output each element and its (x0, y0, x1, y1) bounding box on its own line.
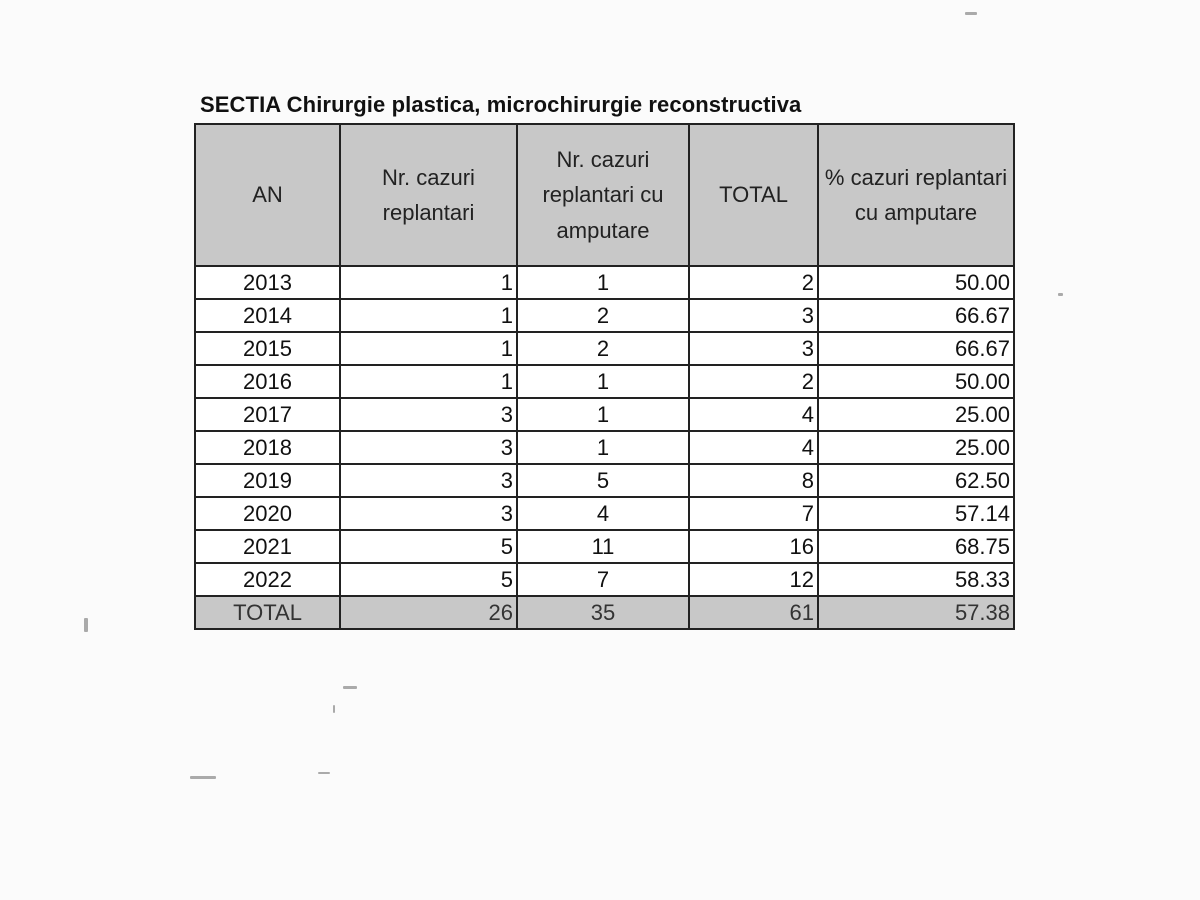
table-row (195, 497, 1014, 530)
replantations-amputation-cell: 1 (517, 431, 689, 464)
replantations-amputation-cell: 1 (517, 398, 689, 431)
table-row (195, 563, 1014, 596)
replantations-amputation-cell: 1 (517, 266, 689, 299)
percent-cell: 50.00 (818, 365, 1014, 398)
scan-speck (318, 772, 330, 774)
replantations-cell: 3 (340, 431, 517, 464)
total-cell: 7 (689, 497, 818, 530)
total-cell: 2 (689, 365, 818, 398)
scan-speck (965, 12, 977, 15)
table-row (195, 464, 1014, 497)
replantations-cell: 5 (340, 530, 517, 563)
replantations-amputation-cell: 1 (517, 365, 689, 398)
total-cell: 4 (689, 431, 818, 464)
scan-speck (84, 618, 88, 632)
total-percent-cell: 57.38 (818, 596, 1014, 629)
replantations-cell: 3 (340, 398, 517, 431)
replantation-table (194, 123, 1015, 630)
total-cell: 8 (689, 464, 818, 497)
percent-cell: 68.75 (818, 530, 1014, 563)
table-row (195, 299, 1014, 332)
year-cell: 2013 (195, 266, 340, 299)
total-cell: 12 (689, 563, 818, 596)
table-total-row (195, 596, 1014, 629)
replantations-cell: 1 (340, 299, 517, 332)
year-cell: 2022 (195, 563, 340, 596)
scan-speck (333, 705, 335, 713)
percent-cell: 66.67 (818, 332, 1014, 365)
replantations-amputation-cell: 2 (517, 299, 689, 332)
year-cell: 2016 (195, 365, 340, 398)
document-title: SECTIA Chirurgie plastica, microchirurgie reconstructiva (200, 92, 802, 117)
replantations-amputation-cell: 11 (517, 530, 689, 563)
percent-cell: 25.00 (818, 398, 1014, 431)
percent-cell: 62.50 (818, 464, 1014, 497)
column-header-year: AN (195, 124, 340, 266)
year-cell: 2021 (195, 530, 340, 563)
total-label-cell: TOTAL (195, 596, 340, 629)
percent-cell: 25.00 (818, 431, 1014, 464)
replantations-amputation-cell: 2 (517, 332, 689, 365)
table-header-row (195, 124, 1014, 266)
year-cell: 2019 (195, 464, 340, 497)
column-header-replantations-amputation: Nr. cazuri replantari cu amputare (517, 124, 689, 266)
year-cell: 2018 (195, 431, 340, 464)
percent-cell: 66.67 (818, 299, 1014, 332)
replantations-amputation-cell: 4 (517, 497, 689, 530)
grand-total-cell: 61 (689, 596, 818, 629)
replantations-cell: 1 (340, 365, 517, 398)
scan-speck (1058, 293, 1063, 296)
year-cell: 2014 (195, 299, 340, 332)
percent-cell: 58.33 (818, 563, 1014, 596)
scan-speck (343, 686, 357, 689)
table-row (195, 365, 1014, 398)
replantations-cell: 1 (340, 332, 517, 365)
percent-cell: 50.00 (818, 266, 1014, 299)
total-cell: 16 (689, 530, 818, 563)
column-header-percent-amputation: % cazuri replantari cu amputare (818, 124, 1014, 266)
percent-cell: 57.14 (818, 497, 1014, 530)
replantations-cell: 3 (340, 497, 517, 530)
replantations-cell: 1 (340, 266, 517, 299)
table-row (195, 332, 1014, 365)
total-cell: 4 (689, 398, 818, 431)
replantations-cell: 5 (340, 563, 517, 596)
table-row (195, 431, 1014, 464)
year-cell: 2020 (195, 497, 340, 530)
replantations-amputation-cell: 5 (517, 464, 689, 497)
table-row (195, 398, 1014, 431)
total-cell: 3 (689, 299, 818, 332)
table-row (195, 266, 1014, 299)
year-cell: 2017 (195, 398, 340, 431)
table-row (195, 530, 1014, 563)
year-cell: 2015 (195, 332, 340, 365)
column-header-total: TOTAL (689, 124, 818, 266)
total-replantations-cell: 26 (340, 596, 517, 629)
total-cell: 3 (689, 332, 818, 365)
column-header-replantations: Nr. cazuri replantari (340, 124, 517, 266)
total-replantations-amputation-cell: 35 (517, 596, 689, 629)
total-cell: 2 (689, 266, 818, 299)
scan-speck (190, 776, 216, 779)
replantations-cell: 3 (340, 464, 517, 497)
replantations-amputation-cell: 7 (517, 563, 689, 596)
